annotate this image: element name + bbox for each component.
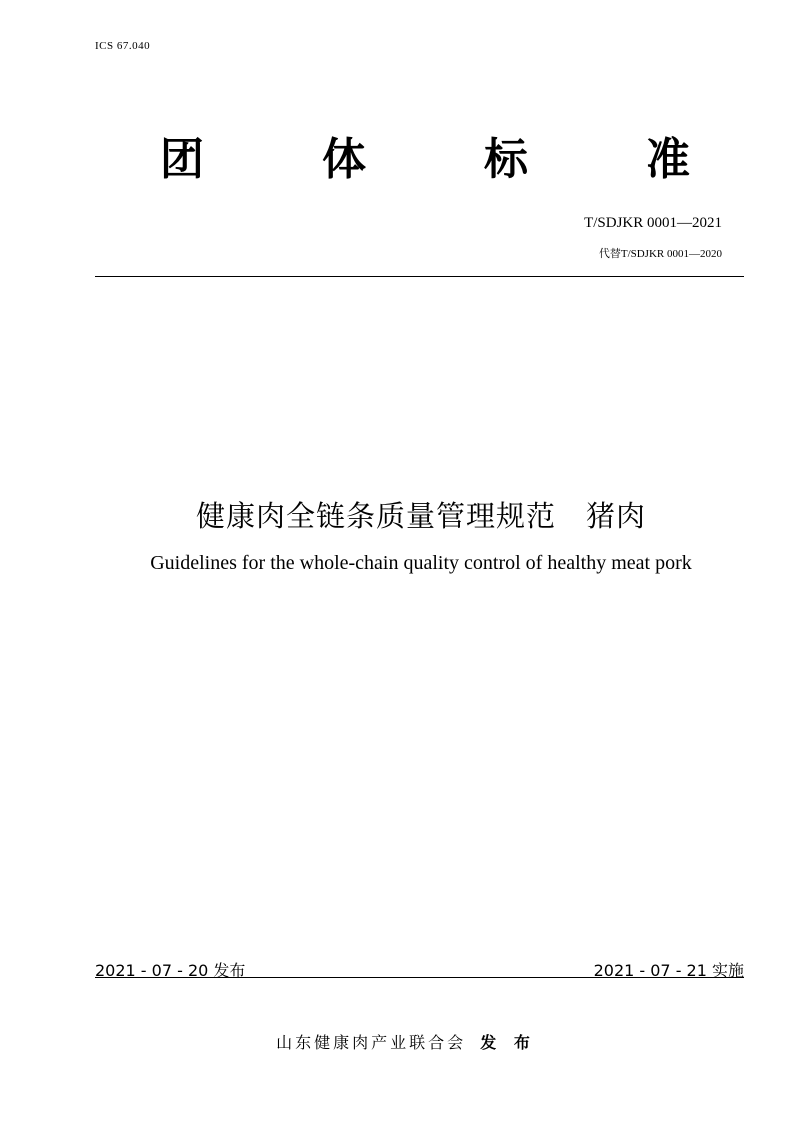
publish-label: 发 布	[480, 1033, 536, 1052]
issue-date: 2021 - 07 - 20 发布	[95, 961, 246, 980]
title-char: 准	[646, 134, 690, 185]
standard-title-chinese: 健康肉全链条质量管理规范 猪肉	[195, 499, 646, 533]
implementation-date: 2021 - 07 - 21 实施	[593, 961, 744, 980]
publisher-name: 山东健康肉产业联合会	[276, 1033, 467, 1052]
standard-number: T/SDJKR 0001—2021	[584, 215, 722, 231]
title-char: 标	[484, 134, 528, 185]
standard-title-english: Guidelines for the whole-chain quality control of healthy meat pork	[150, 552, 692, 574]
ics-code: ICS 67.040	[95, 40, 151, 52]
bottom-divider	[95, 977, 744, 978]
title-char: 体	[322, 134, 366, 185]
top-divider	[95, 276, 744, 277]
replaces-standard: 代替T/SDJKR 0001—2020	[598, 248, 722, 260]
publisher-line	[0, 1030, 800, 1053]
document-type-title	[160, 128, 690, 192]
title-char: 团	[160, 134, 204, 185]
